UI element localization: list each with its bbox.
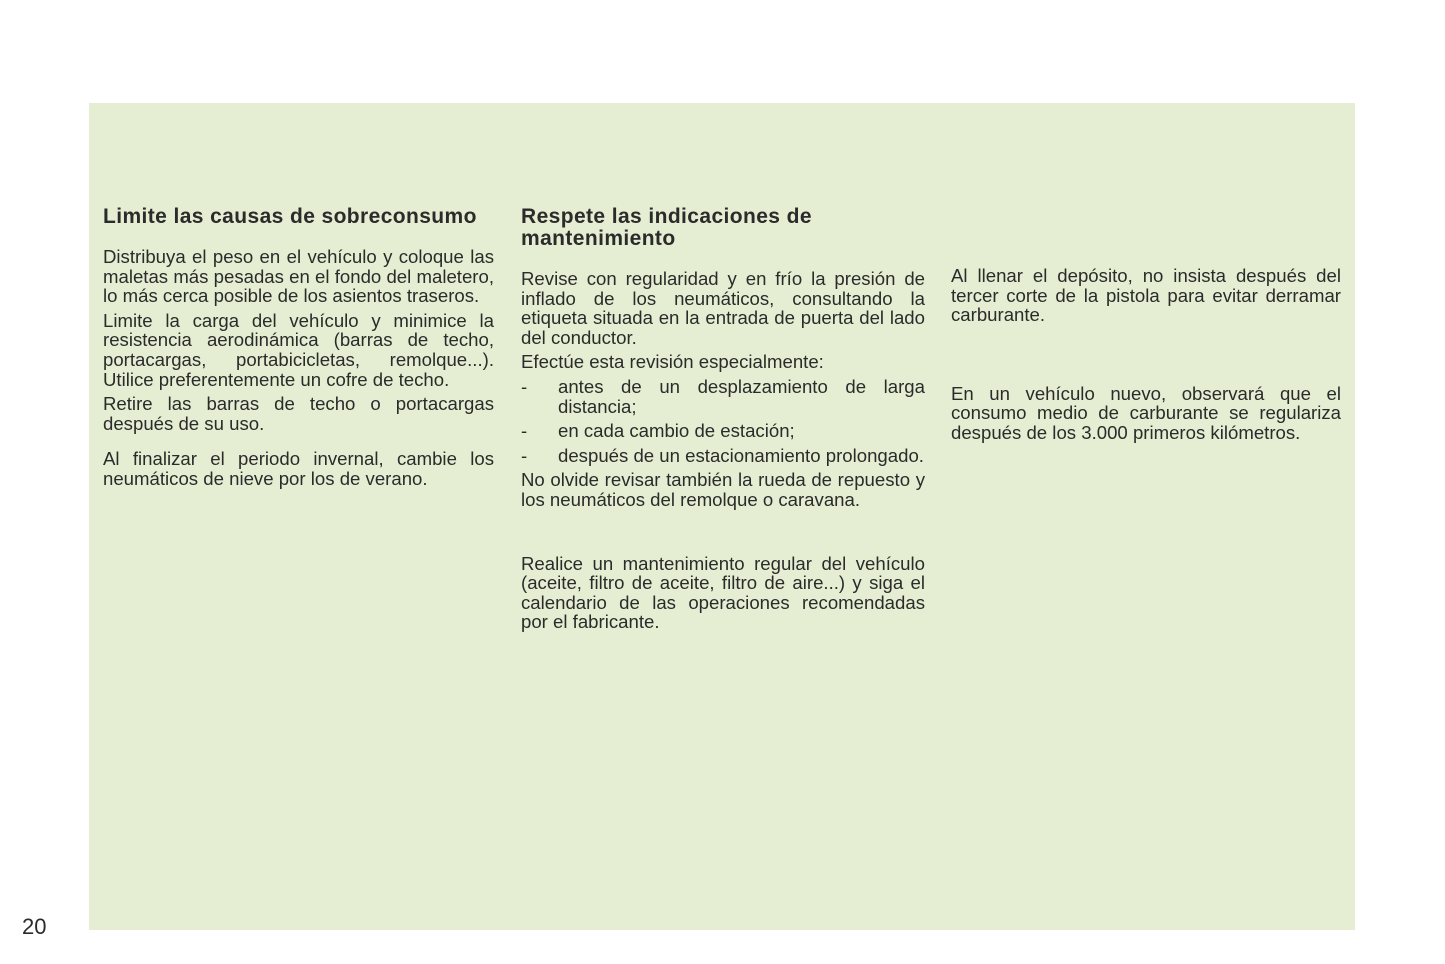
paragraph-remove-racks: Retire las barras de techo o portacargas después de su uso. — [103, 393, 494, 434]
paragraph-check-intro: Efectúe esta revisión especialmente: — [521, 351, 824, 373]
list-item — [521, 377, 925, 416]
page-number: 20 — [22, 914, 47, 939]
dash-bullet: - — [521, 375, 528, 397]
list-item-text: antes de un desplazamiento de larga distancia; — [558, 375, 925, 417]
list-item-text: después de un estacionamiento prolongado. — [558, 444, 924, 466]
paragraph-new-vehicle-consumption: En un vehículo nuevo, observará que el consumo medio de carburante se regulariza después de los 3.000 primeros kilómetros. — [951, 382, 1341, 443]
section-heading-maintenance: Respete las indicaciones de mantenimiento — [521, 205, 812, 250]
paragraph-winter-tyres: Al finalizar el periodo invernal, cambie los neumáticos de nieve por los de verano. — [103, 448, 494, 489]
paragraph-refuelling: Al llenar el depósito, no insista después del tercer corte de la pistola para evitar derramar carburante. — [951, 265, 1341, 326]
dash-bullet: - — [521, 444, 528, 466]
paragraph-regular-maintenance: Realice un mantenimiento regular del vehículo (aceite, filtro de aceite, filtro de aire...) y siga el calendario de las operaciones recomendadas por el fabricante. — [521, 552, 925, 633]
paragraph-tyre-pressure: Revise con regularidad y en frío la presión de inflado de los neumáticos, consultando la etiqueta situada en la entrada de puerta del lado del conductor. — [521, 268, 925, 348]
list-item — [521, 421, 925, 441]
check-list — [521, 377, 925, 465]
list-item — [521, 446, 925, 466]
paragraph-spare-wheel: No olvide revisar también la rueda de repuesto y los neumáticos del remolque o caravana. — [521, 469, 925, 510]
left-column — [103, 206, 494, 489]
paragraph-weight-distribution: Distribuya el peso en el vehículo y coloque las maletas más pesadas en el fondo del maletero, lo más cerca posible de los asientos traseros. — [103, 246, 494, 307]
middle-column — [521, 206, 925, 632]
paragraph-load-limit: Limite la carga del vehículo y minimice la resistencia aerodinámica (barras de techo, portacargas, portabicicletas, remolque...). Utilice preferentemente un cofre de techo. — [103, 309, 494, 390]
list-item-text: en cada cambio de estación; — [558, 420, 795, 442]
right-column — [951, 266, 1341, 443]
section-heading-overconsumption: Limite las causas de sobreconsumo — [103, 205, 477, 228]
dash-bullet: - — [521, 420, 528, 442]
